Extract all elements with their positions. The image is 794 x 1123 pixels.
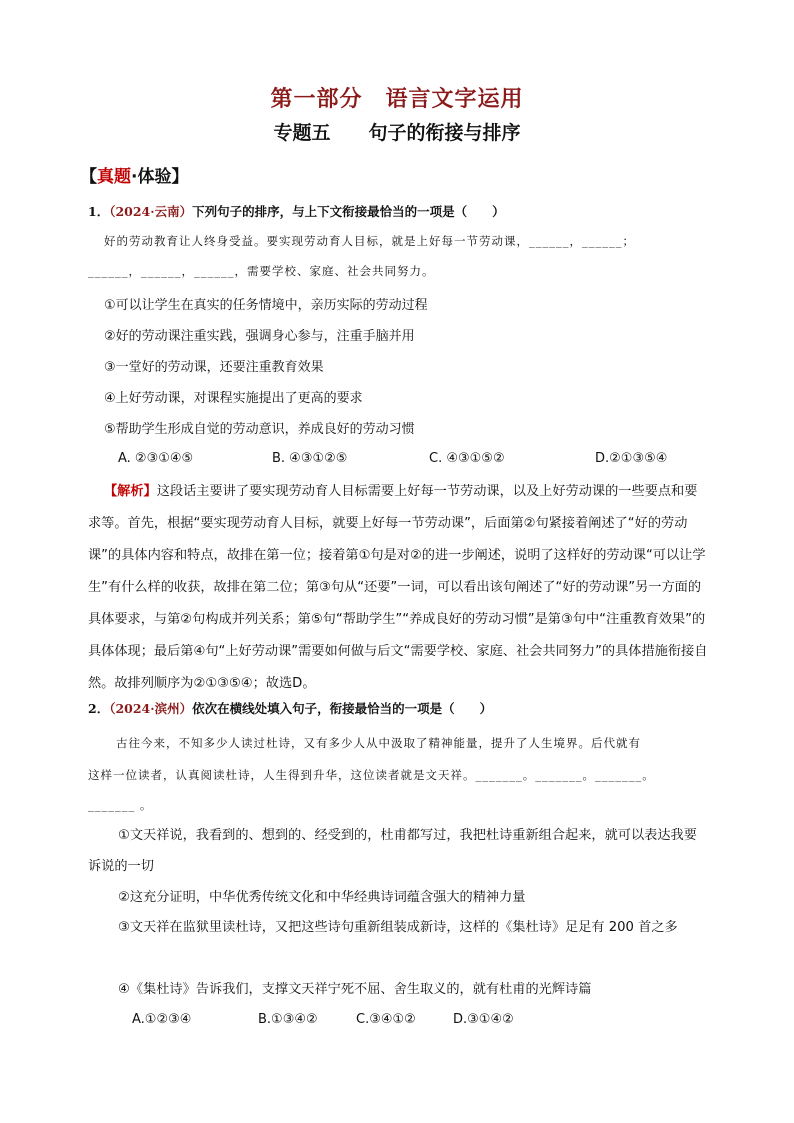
section-heading bbox=[80, 162, 188, 187]
analysis-tag: 【解析】 bbox=[104, 484, 157, 499]
option-d: D.②①③⑤④ bbox=[595, 451, 668, 466]
question-2-item: ③文天祥在监狱里读杜诗，又把这些诗句重新组装成新诗，这样的《集杜诗》足足有 200 首之多 bbox=[118, 920, 678, 935]
question-1-header bbox=[88, 202, 505, 220]
question-2-options bbox=[132, 1012, 732, 1027]
question-1-item: ④上好劳动课，对课程实施提出了更高的要求 bbox=[104, 391, 363, 406]
question-1-item: ⑤帮助学生形成自觉的劳动意识，养成良好的劳动习惯 bbox=[104, 422, 415, 437]
option-a: A.①②③④ bbox=[132, 1012, 192, 1027]
option-b: B. ④③①②⑤ bbox=[272, 451, 348, 466]
question-prompt: 下列句子的排序，与上下文衔接最恰当的一项是（ ） bbox=[192, 204, 505, 219]
question-source: （2024·滨州） bbox=[109, 701, 193, 716]
question-1-analysis bbox=[88, 476, 708, 700]
question-2-stem-line-1: 古往今来，不知多少人读过杜诗，又有多少人从中汲取了精神能量，提升了人生境界。后代就有 bbox=[116, 736, 641, 750]
question-1-item: ②好的劳动课注重实践，强调身心参与，注重手脑并用 bbox=[104, 329, 415, 344]
question-2-stem-line-2: 这样一位读者，认真阅读杜诗，人生得到升华，这位读者就是文天祥。_______。_______。_______。 bbox=[88, 768, 655, 782]
question-1-item: ①可以让学生在真实的任务情境中，亲历实际的劳动过程 bbox=[104, 298, 428, 313]
question-prompt: 依次在横线处填入句子，衔接最恰当的一项是（ ） bbox=[192, 701, 493, 716]
analysis-text: 这段话主要讲了要实现劳动育人目标需要上好每一节劳动课，以及上好劳动课的一些要点和要求等。首先，根据“要实现劳动育人目标，就要上好每一节劳动课”，后面第②句紧接着阐述了“好的劳动课”的具体内容和特点，故排在第一位；接着第①句是对②的进一步阐述，说明了这样好的劳动课“可以让学生”有什么样的收获，故排在第二位；第③句从“还要”一词，可以看出该句阐述了“好的劳动课”另一方面的具体要求，与第②句构成并列关系；第⑤句“帮助学生”“养成良好的劳动习惯”是第③句中“注重教育效果”的具体体现；最后第④句“上好劳动课”需要如何做与后文“需要学校、家庭、社会共同努力”的具体措施衔接自然。故排列顺序为②①③⑤④；故选D。 bbox=[88, 484, 708, 691]
part-title: 第一部分 语言文字运用 bbox=[270, 87, 524, 112]
question-1-stem-line-2: ______，______，______，需要学校、家庭、社会共同努力。 bbox=[88, 264, 435, 278]
question-2-item: ①文天祥说，我看到的、想到的、经受到的，杜甫都写过，我把杜诗重新组合起来，就可以表达我要诉说的一切 bbox=[88, 828, 697, 874]
question-2-item: ④《集杜诗》告诉我们，支撑文天祥宁死不屈、舍生取义的，就有杜甫的光辉诗篇 bbox=[118, 982, 592, 997]
question-1-options bbox=[118, 451, 718, 466]
option-b: B.①③④② bbox=[258, 1012, 318, 1027]
option-a: A. ②③①④⑤ bbox=[118, 451, 194, 466]
question-1-item: ③一堂好的劳动课，还要注重教育效果 bbox=[104, 360, 324, 375]
topic-title: 专题五 句子的衔接与排序 bbox=[273, 122, 521, 144]
question-2-header bbox=[88, 699, 492, 717]
section-bracket-open: 【 bbox=[80, 167, 97, 187]
question-2-item: ②这充分证明，中华优秀传统文化和中华经典诗词蕴含强大的精神力量 bbox=[118, 890, 526, 905]
question-2-stem-line-3: _______ 。 bbox=[88, 798, 153, 812]
option-c: C. ④③①⑤② bbox=[429, 451, 505, 466]
section-bracket-close: 】 bbox=[171, 167, 189, 187]
question-source: （2024·云南） bbox=[109, 204, 193, 219]
question-1-stem-line-1: 好的劳动教育让人终身受益。要实现劳动育人目标，就是上好每一节劳动课，______，______； bbox=[104, 234, 635, 248]
section-heading-red: 真题 bbox=[97, 167, 131, 187]
option-c: C.③④①② bbox=[356, 1012, 416, 1027]
question-number: 2． bbox=[88, 701, 110, 716]
option-d: D.③①④② bbox=[453, 1012, 514, 1027]
question-number: 1． bbox=[88, 204, 110, 219]
section-heading-black: ·体验 bbox=[131, 167, 172, 187]
